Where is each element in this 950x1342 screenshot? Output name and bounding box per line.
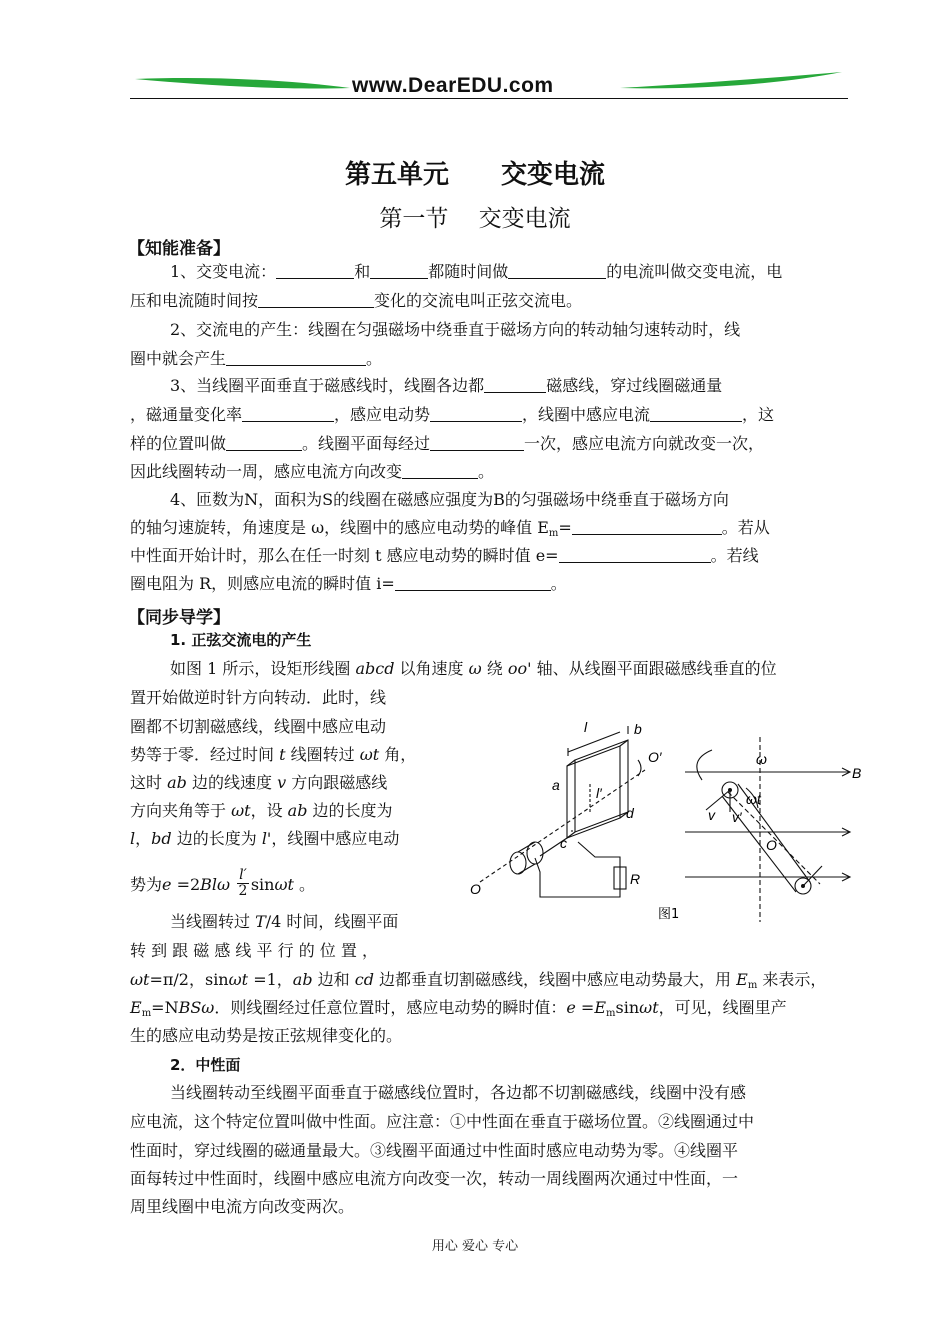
q2-line1: 2、交流电的产生：线圈在匀强磁场中绕垂直于磁场方向的转动轴匀速转动时，线 — [170, 320, 741, 339]
p1-formula-line: 势为e =2Blω $\frac{l'}{2}$ sinωt 。 — [130, 867, 316, 899]
label-o2: O — [766, 837, 777, 853]
rotation-arrow — [638, 760, 641, 776]
p2-line3: ωt=π/2，sinωt =1，ab 边和 cd 边都垂直切割磁感线，线圈中感应电动势最大，用 $E_m$ 来表示， — [130, 970, 827, 991]
q4-line3: 中性面开始计时，那么在任一时刻 t 感应电动势的瞬时值 e= 。若线 — [130, 546, 759, 565]
label-l-prime: l′ — [596, 785, 602, 801]
q3-line1: 3、当线圈平面垂直于磁感线时，线圈各边都 磁感线，穿过线圈磁通量 — [170, 376, 723, 395]
p1-line6: 方向夹角等于 ωt，设 ab 边的长度为 — [130, 801, 393, 820]
left-swoosh — [135, 78, 350, 89]
q2-line2: 圈中就会产生 。 — [130, 349, 383, 368]
label-o-prime: O′ — [648, 749, 662, 765]
label-omega: ω — [756, 751, 767, 767]
footer: 用心 爱心 专心 — [431, 1239, 519, 1254]
p3-line4: 面每转过中性面时，线圈中感应电流方向改变一次，转动一周线圈两次通过中性面，一 — [130, 1169, 739, 1188]
fraction: $\frac{l'}{2}$ — [238, 867, 248, 899]
p3-line2: 应电流，这个特定位置叫做中性面。应注意：①中性面在垂直于磁场位置。②线圈通过中 — [130, 1112, 755, 1131]
p1-line2: 置开始做逆时针方向转动．此时，线 — [130, 688, 387, 707]
omega-arrow — [697, 750, 712, 780]
q3-line3: 样的位置叫做 。线圈平面每经过 一次，感应电流方向就改变一次， — [130, 434, 765, 453]
q3-line4: 因此线圈转动一周，感应电流方向改变 。 — [130, 462, 495, 481]
label-omega-t: ωt — [746, 791, 761, 807]
p2-line2: 转 到 跟 磁 感 线 平 行 的 位 置 ， — [130, 941, 378, 960]
figure-caption: 图1 — [658, 907, 680, 922]
label-c: c — [560, 835, 567, 851]
p3-line5: 周里线圈中电流方向改变两次。 — [130, 1197, 355, 1216]
chapter-title: 第五单元 交变电流 — [344, 160, 605, 190]
p3-line3: 性面时，穿过线圈的磁通量最大。③线圈平面通过中性面时感应电动势为零。④线圈平 — [130, 1141, 739, 1160]
guide-heading: 【同步导学】 — [128, 608, 230, 628]
label-o: O — [470, 881, 481, 897]
label-v: v — [708, 807, 715, 823]
p1-line3: 圈都不切割磁感线，线圈中感应电动 — [130, 717, 387, 736]
q4-line1: 4、匝数为N，面积为S的线圈在磁感应强度为B的匀强磁场中绕垂直于磁场方向 — [170, 490, 729, 509]
label-d: d — [626, 805, 634, 821]
q3-line2: ，磁通量变化率 ，感应电动势 ，线圈中感应电流 ，这 — [130, 405, 775, 424]
q1-line1: 1、交变电流： 和 都随时间做 的电流叫做交变电流，电 — [170, 262, 783, 281]
p2-line1: 当线圈转过 T/4 时间，线圈平面 — [170, 912, 399, 931]
prep-heading: 【知能准备】 — [128, 239, 230, 259]
p1-line4: 势等于零．经过时间 t 线圈转过 ωt 角， — [130, 745, 417, 764]
label-b: b — [634, 721, 642, 737]
p2-line4: $E_m=NBS\omega$．则线圈经过任意位置时，感应电动势的瞬时值：$e =E_m\sin\omega t$，可见，线圈里产 — [130, 998, 787, 1019]
label-a: a — [552, 777, 560, 793]
p3-line1: 当线圈转动至线圈平面垂直于磁感线位置时，各边都不切割磁感线，线圈中没有感 — [170, 1083, 747, 1102]
label-r: R — [630, 871, 641, 887]
figure-1 — [460, 712, 870, 924]
q4-line4: 圈电阻为 R，则感应电流的瞬时值 i= 。 — [130, 574, 567, 593]
right-swoosh — [620, 72, 842, 88]
q1-line2: 压和电流随时间按 变化的交流电叫正弦交流电。 — [130, 291, 583, 310]
label-v-prime: v′ — [732, 809, 742, 825]
section2-title: 2．中性面 — [170, 1056, 241, 1074]
section-title: 第一节 交变电流 — [379, 206, 571, 232]
q4-line2: 的轴匀速旋转，角速度是 ω，线圈中的感应电动势的峰值 $E_m=$ 。若从 — [130, 518, 770, 539]
header-rule — [130, 98, 848, 99]
label-l: l — [584, 719, 588, 735]
p1-line5: 这时 ab 边的线速度 v 方向跟磁感线 — [130, 773, 388, 792]
section1-title: 1. 正弦交流电的产生 — [170, 631, 312, 649]
p1-line1: 如图 1 所示，设矩形线圈 abcd 以角速度 ω 绕 oo' 轴、从线圈平面跟磁感线垂直的位 — [170, 659, 777, 678]
site-logo[interactable]: www.DearEDU.com — [352, 74, 554, 97]
label-b-field: B — [852, 765, 862, 781]
p1-line7: l，bd 边的长度为 l'，线圈中感应电动 — [130, 829, 400, 848]
p2-line5: 生的感应电动势是按正弦规律变化的。 — [130, 1026, 403, 1045]
